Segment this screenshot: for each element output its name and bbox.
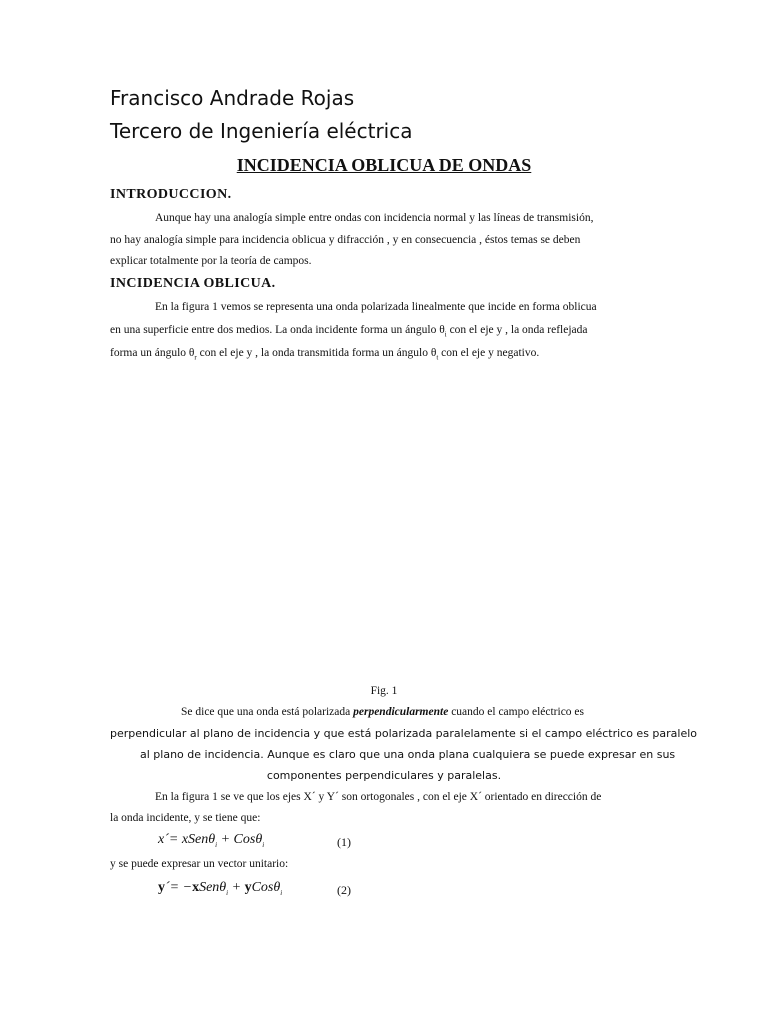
eq1-lhs: x´= xSenθ	[158, 832, 216, 847]
equation-2-number: (2)	[337, 883, 351, 897]
oblique-line-2	[110, 324, 588, 338]
eq1-mid: + Cosθ	[217, 832, 263, 847]
eq2-x-bold: x	[192, 880, 200, 895]
polarization-emphasis: perpendicularmente	[353, 706, 449, 718]
oblique-line-2a: en una superficie entre dos medios. La onda incidente forma un ángulo θ	[110, 324, 445, 336]
document-title: INCIDENCIA OBLICUA DE ONDAS	[236, 155, 532, 175]
eq2-sen: Senθ	[199, 880, 227, 895]
axes-line-2: la onda incidente, y se tiene que:	[110, 812, 261, 824]
oblique-line-1: En la figura 1 vemos se representa una onda polarizada linealmente que incide en forma oblicua	[155, 301, 597, 313]
axes-line-1: En la figura 1 se ve que los ejes X´ y Y´ son ortogonales , con el eje X´ orientado en dirección de	[155, 791, 602, 803]
equation-2	[158, 880, 282, 897]
polarization-line-3: al plano de incidencia. Aunque es claro que una onda plana cualquiera se puede expresar en sus	[140, 748, 676, 761]
figure-placeholder	[110, 372, 660, 672]
intro-line-3: explicar totalmente por la teoría de campos.	[110, 255, 312, 267]
eq2-plus: +	[228, 880, 245, 895]
unit-vector-line: y se puede expresar un vector unitario:	[110, 858, 289, 870]
theta-t-sub: t	[436, 353, 439, 362]
eq2-y2-bold: y	[244, 880, 252, 895]
course-name: Tercero de Ingeniería eléctrica	[110, 119, 413, 143]
polarization-line-1a: Se dice que una onda está polarizada	[181, 706, 354, 718]
oblique-line-3	[110, 347, 539, 361]
eq2-sub-2: i	[280, 888, 283, 897]
polarization-line-4: componentes perpendiculares y paralelas.	[266, 769, 502, 782]
eq2-sub-1: i	[226, 888, 229, 897]
oblique-line-2b: con el eje y , la onda reflejada	[446, 324, 588, 336]
polarization-line-2: perpendicular al plano de incidencia y que está polarizada paralelamente si el campo eléctrico es paralelo	[110, 727, 698, 740]
equation-1-number: (1)	[337, 835, 351, 849]
polarization-line-1	[181, 706, 584, 718]
eq1-sub-2: i	[262, 840, 265, 849]
eq2-cos: Cosθ	[251, 880, 281, 895]
author-name: Francisco Andrade Rojas	[110, 86, 355, 110]
polarization-line-1b: cuando el campo eléctrico es	[448, 706, 585, 718]
intro-line-2: no hay analogía simple para incidencia oblicua y difracción , y en consecuencia , éstos temas se deben	[110, 234, 581, 246]
eq2-y-bold: y	[158, 880, 165, 895]
intro-line-1: Aunque hay una analogía simple entre ondas con incidencia normal y las líneas de transmisión,	[155, 212, 594, 224]
oblique-line-3a: forma un ángulo θ	[110, 347, 195, 359]
theta-r-sub: r	[194, 353, 197, 362]
oblique-line-3b: con el eje y , la onda transmitida forma un ángulo θ	[196, 347, 437, 359]
oblique-line-3c: con el eje y negativo.	[438, 347, 540, 359]
eq2-lhs-rest: ´= −	[165, 880, 193, 895]
intro-heading: INTRODUCCION.	[110, 187, 232, 202]
oblique-heading: INCIDENCIA OBLICUA.	[110, 276, 276, 291]
figure-caption: Fig. 1	[370, 685, 398, 697]
equation-1	[158, 832, 264, 849]
eq1-sub-1: i	[215, 840, 218, 849]
theta-i-sub: i	[444, 330, 447, 339]
